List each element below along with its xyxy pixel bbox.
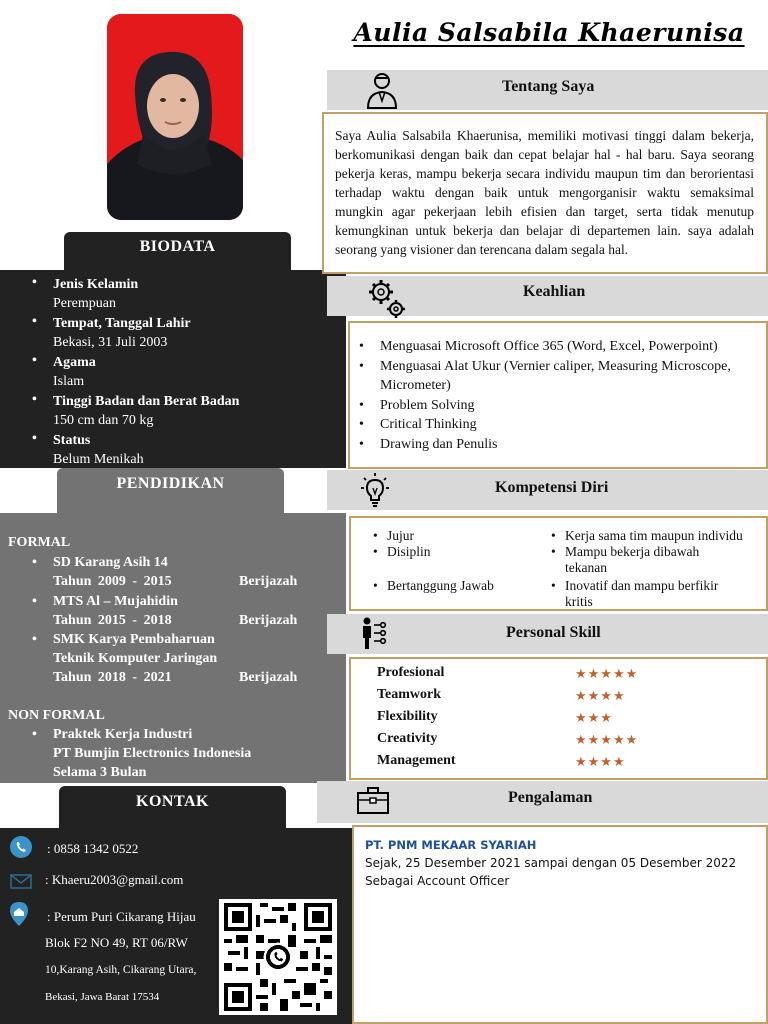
phone-icon — [10, 836, 32, 858]
experience-period: Sejak, 25 Desember 2021 sampai dengan 05 Desember 2022 — [365, 856, 737, 870]
keahlian-box — [348, 321, 768, 469]
competency-text: Jujur — [387, 528, 414, 543]
nonformal-company: PT Bumjin Electronics Indonesia — [53, 746, 252, 761]
qr-code — [219, 899, 337, 1015]
tentang-box — [322, 112, 768, 274]
education-school: MTS Al – Mujahidin — [53, 594, 178, 609]
biodata-value: Islam — [53, 374, 85, 389]
personal-skill-box — [349, 657, 768, 780]
pengalaman-box — [352, 825, 768, 1024]
biodata-label: Tempat, Tanggal Lahir — [53, 316, 191, 331]
address-line-4: Bekasi, Jawa Barat 17534 — [45, 991, 160, 1003]
skill-item: • Menguasai Microsoft Office 365 (Word, Excel, Powerpoint) — [359, 339, 718, 354]
experience-role: Sebagai Account Officer — [365, 874, 510, 888]
competency-item: • Bertanggung Jawab — [373, 578, 494, 593]
biodata-item-birth: • Tempat, Tanggal Lahir Bekasi, 31 Juli 2003 — [30, 314, 330, 352]
skill-label: Flexibility — [377, 709, 438, 724]
biodata-heading: BIODATA — [64, 232, 291, 272]
email-icon — [10, 870, 32, 892]
education-years: Tahun 2015 - 2018 — [53, 613, 172, 628]
experience-company: PT. PNM MEKAAR SYARIAH — [365, 838, 537, 852]
skill-label: Teamwork — [377, 687, 442, 702]
biodata-value: Perempuan — [53, 296, 116, 311]
person-photo-illustration — [107, 14, 243, 220]
biodata-label: Status — [53, 433, 91, 448]
lightbulb-icon — [360, 472, 390, 515]
kompetensi-heading: Kompetensi Diri — [495, 479, 609, 496]
tentang-heading: Tentang Saya — [502, 78, 595, 95]
skill-label: Profesional — [377, 665, 445, 680]
candidate-name: Aulia Salsabila Khaerunisa — [353, 18, 745, 47]
briefcase-icon — [356, 785, 390, 820]
personal-skill-heading: Personal Skill — [506, 624, 601, 641]
education-school: SMK Karya Pembaharuan — [53, 632, 215, 647]
competency-item: • Kerja sama tim maupun individu — [551, 528, 743, 543]
address-line-3: 10,Karang Asih, Cikarang Utara, — [45, 964, 197, 976]
competency-text: Inovatif dan mampu berfikir kritis — [565, 578, 719, 609]
phone-number: : 0858 1342 0522 — [47, 841, 139, 856]
address-line-1: : Perum Puri Cikarang Hijau — [47, 909, 196, 924]
skill-rating-stars: ★★★★ — [575, 755, 626, 770]
biodata-value: 150 cm dan 70 kg — [53, 413, 154, 428]
education-years: Tahun 2009 - 2015 — [53, 574, 172, 589]
about-text: Saya Aulia Salsabila Khaerunisa, memiliki motivasi tinggi dalam bekerja, berkomunikasi dengan baik dan cepat belajar hal - hal baru. Saya seorang pekerja keras, mampu bekerja secara individu maupun tim dan berorientasi terhadap waktu dengan baik untuk mengorganisir waktu semaksimal mungkin agar pekerjaan lebih efisien dan target, serta tidak menutup kemungkinan untuk bekerja dan belajar di departemen lain. saya adalah seorang yang visioner dan terencana dalam segala hal. — [335, 128, 754, 257]
skill-rating-stars: ★★★ — [575, 711, 613, 726]
competency-item: • Jujur — [373, 528, 414, 543]
skill-text: Problem Solving — [380, 397, 475, 413]
competency-text: Disiplin — [387, 544, 431, 559]
biodata-item-religion: • Agama Islam — [30, 353, 330, 391]
competency-text: Kerja sama tim maupun individu — [565, 528, 743, 543]
skill-label: Creativity — [377, 731, 438, 746]
education-school: SD Karang Asih 14 — [53, 555, 168, 570]
email-address: : Khaeru2003@gmail.com — [45, 872, 184, 887]
skill-item: • Critical Thinking — [359, 417, 477, 432]
education-note: Berijazah — [239, 613, 298, 628]
skill-text: Drawing dan Penulis — [380, 436, 498, 452]
address-line-2: Blok F2 NO 49, RT 06/RW — [45, 935, 188, 950]
pengalaman-heading: Pengalaman — [508, 789, 593, 806]
formal-label: FORMAL — [8, 535, 71, 550]
skill-item: • Menguasai Alat Ukur (Vernier caliper, Measuring Microscope, Micrometer) — [359, 358, 731, 393]
skill-label: Management — [377, 753, 456, 768]
competency-text: Bertanggung Jawab — [387, 578, 494, 593]
biodata-list — [30, 275, 330, 470]
skill-text: Menguasai Alat Ukur (Vernier caliper, Measuring Microscope, Micrometer) — [380, 358, 731, 393]
skill-item: • Drawing dan Penulis — [359, 436, 498, 452]
location-icon — [8, 901, 30, 923]
biodata-label: Jenis Kelamin — [53, 277, 139, 292]
competency-item: • Inovatif dan mampu berfikir kritis — [551, 578, 719, 609]
education-note: Berijazah — [239, 574, 298, 589]
skill-rating-stars: ★★★★ — [575, 689, 626, 704]
competency-item: • Disiplin — [373, 544, 431, 559]
biodata-label: Agama — [53, 355, 96, 370]
kompetensi-box — [349, 516, 768, 611]
nonformal-label: NON FORMAL — [8, 708, 105, 723]
competency-item: • Mampu bekerja dibawah tekanan — [551, 544, 700, 575]
person-skills-icon — [360, 616, 388, 657]
education-years: Tahun 2018 - 2021 — [53, 670, 172, 685]
biodata-item-gender: • Jenis Kelamin Perempuan — [30, 275, 330, 313]
skill-text: Menguasai Microsoft Office 365 (Word, Excel, Powerpoint) — [380, 339, 718, 354]
keahlian-heading: Keahlian — [523, 283, 586, 300]
competency-text: Mampu bekerja dibawah tekanan — [565, 544, 700, 575]
nonformal-duration: Selama 3 Bulan — [53, 765, 147, 780]
skill-text: Critical Thinking — [380, 417, 477, 432]
biodata-item-status: • Status Belum Menikah — [30, 431, 330, 469]
biodata-label: Tinggi Badan dan Berat Badan — [53, 394, 240, 409]
education-major: Teknik Komputer Jaringan — [53, 651, 218, 666]
biodata-item-height-weight: • Tinggi Badan dan Berat Badan 150 cm dan 70 kg — [30, 392, 330, 430]
biodata-value: Belum Menikah — [53, 452, 144, 467]
gears-icon — [366, 277, 408, 326]
person-icon — [366, 71, 398, 114]
profile-photo — [107, 14, 243, 220]
kontak-heading: KONTAK — [59, 786, 286, 830]
education-note: Berijazah — [239, 670, 298, 685]
skill-item: • Problem Solving — [359, 397, 475, 413]
skill-rating-stars: ★★★★★ — [575, 667, 639, 682]
skill-rating-stars: ★★★★★ — [575, 733, 639, 748]
nonformal-name: Praktek Kerja Industri — [53, 727, 193, 742]
pendidikan-heading: PENDIDIKAN — [57, 468, 284, 514]
biodata-value: Bekasi, 31 Juli 2003 — [53, 335, 168, 350]
